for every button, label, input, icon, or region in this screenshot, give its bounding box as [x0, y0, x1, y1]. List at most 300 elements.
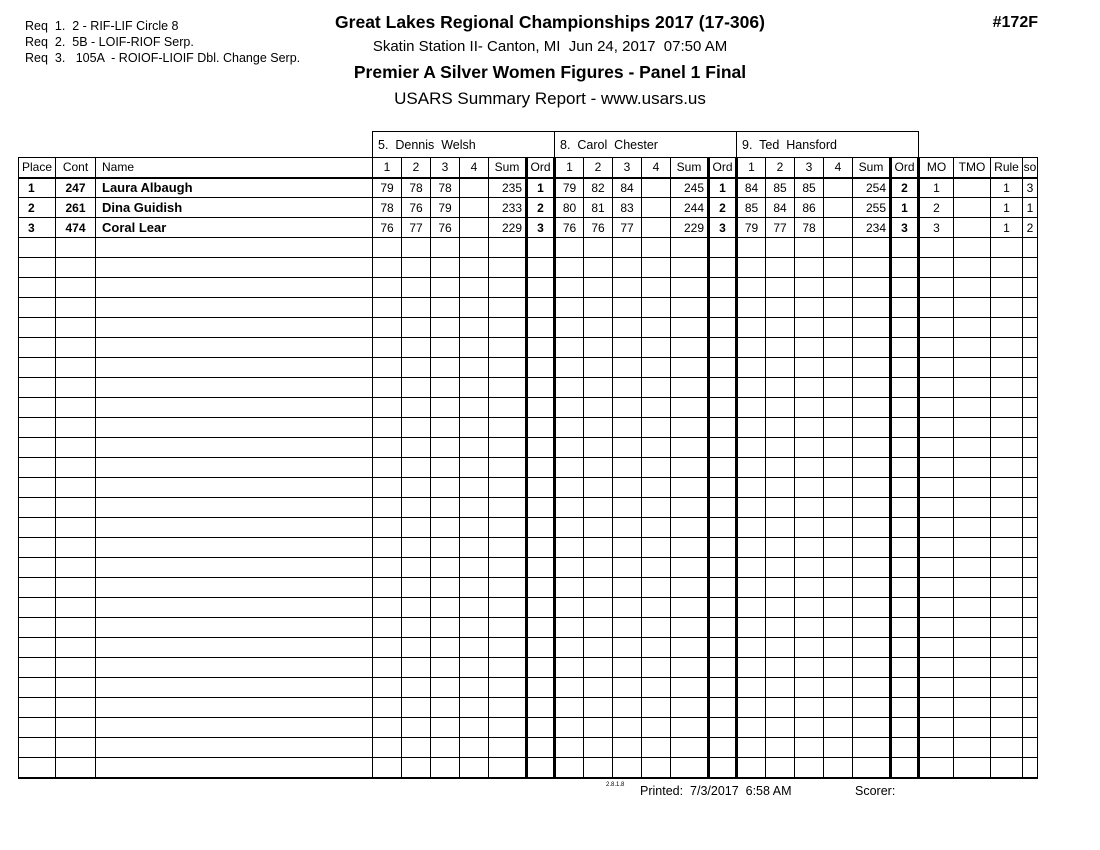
judge3-score-cell	[766, 618, 795, 638]
rule-cell	[991, 418, 1023, 438]
judge3-ord-cell	[891, 278, 919, 298]
name-cell	[96, 338, 373, 358]
rule-cell	[991, 338, 1023, 358]
judge1-score-cell	[460, 518, 489, 538]
judge2-score-cell	[642, 318, 671, 338]
judge2-score-cell	[642, 658, 671, 678]
mo-cell	[919, 618, 954, 638]
judge1-score-cell	[460, 258, 489, 278]
judge1-sum-cell	[489, 438, 527, 458]
judge3-score-cell: 86	[795, 198, 824, 218]
mo-cell	[919, 538, 954, 558]
so-cell	[1023, 458, 1038, 478]
judge3-score-cell	[766, 338, 795, 358]
tmo-cell	[954, 658, 991, 678]
name-cell: Coral Lear	[96, 218, 373, 238]
rule-cell	[991, 758, 1023, 778]
judge3-sum-cell	[853, 258, 891, 278]
judge2-ord-cell	[709, 538, 737, 558]
judge2-score-cell	[584, 458, 613, 478]
place-column-header: Place	[19, 158, 56, 178]
judge2-score-cell: 83	[613, 198, 642, 218]
judge1-score-cell	[431, 358, 460, 378]
judge2-score-cell	[613, 438, 642, 458]
judge3-score-cell	[766, 638, 795, 658]
judge2-score-cell	[613, 278, 642, 298]
judge2-score-cell	[555, 618, 584, 638]
judge1-score-cell	[460, 738, 489, 758]
judge1-ord-cell	[527, 238, 555, 258]
championship-title: Great Lakes Regional Championships 2017 (17-306)	[335, 12, 765, 32]
judge3-subcolumn-header-sum: Sum	[853, 158, 891, 178]
judge2-sum-cell	[671, 718, 709, 738]
judge2-sum-cell: 245	[671, 178, 709, 198]
judge3-score-cell: 85	[795, 178, 824, 198]
judge2-score-cell	[642, 298, 671, 318]
judge1-score-cell	[460, 438, 489, 458]
judge3-score-cell	[766, 658, 795, 678]
place-cell	[19, 698, 56, 718]
name-cell	[96, 498, 373, 518]
judge1-score-cell	[402, 298, 431, 318]
judge3-sum-cell	[853, 478, 891, 498]
judge3-score-cell	[766, 738, 795, 758]
tmo-cell	[954, 638, 991, 658]
judge2-score-cell	[584, 378, 613, 398]
judge1-ord-cell	[527, 338, 555, 358]
cont-cell	[56, 718, 96, 738]
judge3-score-cell	[766, 698, 795, 718]
mo-cell	[919, 558, 954, 578]
judge2-score-cell	[555, 638, 584, 658]
so-cell	[1023, 718, 1038, 738]
name-cell	[96, 598, 373, 618]
judge3-score-cell: 77	[766, 218, 795, 238]
judge1-score-cell	[431, 438, 460, 458]
judge2-score-cell	[613, 258, 642, 278]
so-cell	[1023, 418, 1038, 438]
judge2-ord-cell	[709, 318, 737, 338]
name-cell	[96, 518, 373, 538]
tmo-cell	[954, 318, 991, 338]
judge3-score-cell	[766, 598, 795, 618]
judge1-score-cell	[460, 318, 489, 338]
judge1-ord-cell	[527, 398, 555, 418]
judge2-score-cell	[584, 558, 613, 578]
judge1-score-cell	[373, 538, 402, 558]
judge3-score-cell	[824, 298, 853, 318]
judge2-score-cell	[584, 758, 613, 778]
judge1-ord-cell	[527, 318, 555, 338]
judge-header-1: 5. Dennis Welsh	[373, 132, 555, 158]
name-cell	[96, 538, 373, 558]
judge3-score-cell	[795, 478, 824, 498]
name-cell	[96, 678, 373, 698]
judge3-score-cell	[795, 698, 824, 718]
judge1-score-cell	[373, 298, 402, 318]
rule-cell	[991, 458, 1023, 478]
judge3-ord-cell	[891, 698, 919, 718]
tmo-cell	[954, 498, 991, 518]
judge3-score-cell	[737, 658, 766, 678]
judge3-sum-cell	[853, 518, 891, 538]
judge1-sum-cell	[489, 418, 527, 438]
judge2-score-cell	[642, 558, 671, 578]
judge2-score-cell	[555, 538, 584, 558]
judge2-score-cell	[642, 738, 671, 758]
judge1-score-cell	[431, 258, 460, 278]
judge2-ord-cell	[709, 678, 737, 698]
mo-cell	[919, 578, 954, 598]
judge2-ord-cell	[709, 518, 737, 538]
tmo-cell	[954, 218, 991, 238]
judge1-score-cell	[402, 618, 431, 638]
judge2-ord-cell	[709, 398, 737, 418]
judge1-score-cell	[460, 278, 489, 298]
judge3-score-cell	[766, 438, 795, 458]
tmo-cell	[954, 398, 991, 418]
judge1-score-cell	[460, 218, 489, 238]
judge1-score-cell	[431, 758, 460, 778]
judge1-score-cell	[402, 278, 431, 298]
judge3-score-cell	[737, 718, 766, 738]
place-cell	[19, 318, 56, 338]
judge2-score-cell	[642, 238, 671, 258]
rule-cell	[991, 498, 1023, 518]
judge2-sum-cell	[671, 458, 709, 478]
judge1-subcolumn-header-2: 2	[402, 158, 431, 178]
judge1-ord-cell	[527, 718, 555, 738]
judge1-score-cell	[431, 538, 460, 558]
judge2-score-cell: 81	[584, 198, 613, 218]
judge2-score-cell	[613, 418, 642, 438]
judge2-score-cell	[555, 658, 584, 678]
judge3-score-cell	[737, 398, 766, 418]
judge2-score-cell	[613, 318, 642, 338]
rule-cell	[991, 718, 1023, 738]
cont-cell	[56, 278, 96, 298]
judge1-score-cell: 78	[431, 178, 460, 198]
judge2-score-cell	[584, 698, 613, 718]
mo-cell: 3	[919, 218, 954, 238]
judge2-score-cell	[642, 578, 671, 598]
name-cell	[96, 398, 373, 418]
judge3-score-cell	[737, 558, 766, 578]
judge1-sum-cell	[489, 738, 527, 758]
judge1-score-cell	[431, 718, 460, 738]
cont-cell	[56, 398, 96, 418]
mo-cell	[919, 318, 954, 338]
cont-cell	[56, 538, 96, 558]
judge2-score-cell	[584, 258, 613, 278]
rule-cell	[991, 578, 1023, 598]
judge2-ord-cell	[709, 478, 737, 498]
judge2-sum-cell	[671, 438, 709, 458]
judge1-score-cell: 78	[373, 198, 402, 218]
judge2-ord-cell	[709, 438, 737, 458]
judge3-ord-cell	[891, 458, 919, 478]
judge2-score-cell	[555, 298, 584, 318]
cont-cell	[56, 618, 96, 638]
report-type-line: USARS Summary Report - www.usars.us	[394, 89, 706, 108]
judge3-score-cell	[824, 258, 853, 278]
so-cell	[1023, 738, 1038, 758]
tmo-cell	[954, 458, 991, 478]
judge1-score-cell	[373, 378, 402, 398]
judge3-score-cell	[766, 578, 795, 598]
so-cell	[1023, 518, 1038, 538]
judge2-score-cell	[555, 498, 584, 518]
judge3-ord-cell: 3	[891, 218, 919, 238]
cont-cell: 474	[56, 218, 96, 238]
rule-cell	[991, 478, 1023, 498]
mo-cell	[919, 638, 954, 658]
judge2-ord-cell	[709, 418, 737, 438]
so-cell: 2	[1023, 218, 1038, 238]
judge3-sum-cell	[853, 578, 891, 598]
event-title: Premier A Silver Women Figures - Panel 1 Final	[353, 62, 747, 82]
venue-date-line: Skatin Station II- Canton, MI Jun 24, 2017 07:50 AM	[372, 38, 728, 55]
judge1-sum-cell	[489, 598, 527, 618]
judge2-sum-cell	[671, 698, 709, 718]
judge1-score-cell	[402, 458, 431, 478]
empty-table-row	[19, 318, 1038, 338]
so-cell	[1023, 638, 1038, 658]
judge3-sum-cell	[853, 498, 891, 518]
judge2-score-cell	[584, 518, 613, 538]
tmo-cell	[954, 178, 991, 198]
judge3-score-cell	[795, 238, 824, 258]
judge1-score-cell	[431, 458, 460, 478]
judge3-ord-cell	[891, 738, 919, 758]
judge2-score-cell	[642, 278, 671, 298]
judge1-ord-cell	[527, 518, 555, 538]
judge2-score-cell	[642, 338, 671, 358]
rule-cell	[991, 538, 1023, 558]
judge3-score-cell	[795, 558, 824, 578]
judge1-score-cell	[431, 618, 460, 638]
judge3-score-cell	[766, 298, 795, 318]
judge2-score-cell	[642, 618, 671, 638]
so-cell	[1023, 258, 1038, 278]
mo-cell	[919, 718, 954, 738]
judge2-score-cell	[613, 598, 642, 618]
place-cell	[19, 438, 56, 458]
mo-cell	[919, 498, 954, 518]
judge2-ord-cell	[709, 458, 737, 478]
tmo-cell	[954, 578, 991, 598]
so-cell	[1023, 398, 1038, 418]
tmo-cell	[954, 478, 991, 498]
empty-table-row	[19, 358, 1038, 378]
tmo-cell	[954, 418, 991, 438]
judge3-ord-cell	[891, 358, 919, 378]
judge3-sum-cell	[853, 618, 891, 638]
so-cell: 1	[1023, 198, 1038, 218]
mo-cell	[919, 398, 954, 418]
cont-cell	[56, 458, 96, 478]
judge2-ord-cell	[709, 558, 737, 578]
judge1-score-cell	[460, 238, 489, 258]
name-cell	[96, 578, 373, 598]
judge3-score-cell	[737, 418, 766, 438]
empty-table-row	[19, 738, 1038, 758]
judge2-score-cell	[613, 378, 642, 398]
judge1-subcolumn-header-3: 3	[431, 158, 460, 178]
judge2-score-cell: 76	[584, 218, 613, 238]
judge3-score-cell	[737, 538, 766, 558]
judge3-ord-cell	[891, 518, 919, 538]
requirement-line-2: Req 2. 5B - LOIF-RIOF Serp.	[25, 35, 194, 49]
so-cell	[1023, 378, 1038, 398]
judge2-sum-cell	[671, 578, 709, 598]
judge1-score-cell	[373, 438, 402, 458]
judge1-score-cell	[460, 298, 489, 318]
judge2-sum-cell	[671, 598, 709, 618]
judge2-score-cell	[555, 378, 584, 398]
judge2-ord-cell	[709, 758, 737, 778]
judge3-score-cell	[766, 678, 795, 698]
mo-cell	[919, 598, 954, 618]
judge3-sum-cell: 254	[853, 178, 891, 198]
mo-cell	[919, 658, 954, 678]
judge2-score-cell	[642, 518, 671, 538]
judge1-sum-cell	[489, 358, 527, 378]
rule-cell	[991, 278, 1023, 298]
rule-cell: 1	[991, 178, 1023, 198]
place-cell	[19, 738, 56, 758]
rule-cell: 1	[991, 218, 1023, 238]
judge2-sum-cell	[671, 738, 709, 758]
judge3-score-cell: 85	[737, 198, 766, 218]
judge2-ord-cell	[709, 378, 737, 398]
name-column-header: Name	[96, 158, 373, 178]
judge2-subcolumn-header-ord: Ord	[709, 158, 737, 178]
judge2-ord-cell	[709, 698, 737, 718]
judge1-ord-cell	[527, 698, 555, 718]
mo-cell	[919, 278, 954, 298]
empty-table-row	[19, 718, 1038, 738]
scorer-label: Scorer:	[855, 784, 896, 798]
judge1-score-cell	[402, 538, 431, 558]
judge1-score-cell	[460, 538, 489, 558]
cont-cell	[56, 358, 96, 378]
judge2-score-cell	[555, 718, 584, 738]
judge3-score-cell	[766, 758, 795, 778]
judge2-score-cell	[642, 378, 671, 398]
judge-header-2: 8. Carol Chester	[555, 132, 737, 158]
judge1-ord-cell: 1	[527, 178, 555, 198]
rule-cell	[991, 358, 1023, 378]
judge3-ord-cell	[891, 598, 919, 618]
judge2-score-cell	[642, 478, 671, 498]
judge2-score-cell	[584, 658, 613, 678]
judge2-score-cell	[613, 678, 642, 698]
judge1-score-cell	[431, 238, 460, 258]
judge3-score-cell	[795, 598, 824, 618]
judge3-score-cell	[795, 438, 824, 458]
judge2-score-cell	[613, 638, 642, 658]
judge3-score-cell	[737, 378, 766, 398]
judge3-ord-cell	[891, 718, 919, 738]
judge2-score-cell	[642, 398, 671, 418]
judge3-score-cell: 84	[766, 198, 795, 218]
judge3-score-cell	[766, 458, 795, 478]
tmo-column-header: TMO	[954, 158, 991, 178]
judge2-score-cell	[613, 538, 642, 558]
judge2-score-cell	[613, 618, 642, 638]
judge3-sum-cell	[853, 358, 891, 378]
rule-cell	[991, 618, 1023, 638]
so-cell	[1023, 758, 1038, 778]
judge3-score-cell	[824, 698, 853, 718]
judge2-ord-cell: 3	[709, 218, 737, 238]
name-cell	[96, 418, 373, 438]
judge2-sum-cell	[671, 298, 709, 318]
cont-cell	[56, 318, 96, 338]
cont-cell	[56, 578, 96, 598]
judge3-ord-cell	[891, 578, 919, 598]
name-cell	[96, 478, 373, 498]
place-cell	[19, 638, 56, 658]
judge2-score-cell: 77	[613, 218, 642, 238]
judge1-score-cell	[402, 598, 431, 618]
place-cell: 1	[19, 178, 56, 198]
judge2-score-cell	[584, 578, 613, 598]
judge2-score-cell	[642, 638, 671, 658]
judge3-score-cell	[824, 178, 853, 198]
judge3-score-cell	[766, 258, 795, 278]
cont-cell	[56, 558, 96, 578]
judge1-score-cell	[431, 598, 460, 618]
judge1-sum-cell	[489, 678, 527, 698]
rule-cell	[991, 398, 1023, 418]
judge2-sum-cell	[671, 238, 709, 258]
judge3-ord-cell	[891, 338, 919, 358]
so-cell	[1023, 358, 1038, 378]
tmo-cell	[954, 358, 991, 378]
judge3-sum-cell	[853, 298, 891, 318]
judge1-score-cell: 76	[402, 198, 431, 218]
empty-table-row	[19, 638, 1038, 658]
judge1-score-cell	[373, 718, 402, 738]
judge1-sum-cell	[489, 458, 527, 478]
cont-cell	[56, 598, 96, 618]
place-cell	[19, 678, 56, 698]
judge1-sum-cell	[489, 258, 527, 278]
judge3-ord-cell	[891, 678, 919, 698]
judge1-score-cell	[460, 198, 489, 218]
judge3-score-cell	[795, 378, 824, 398]
judge1-score-cell	[373, 358, 402, 378]
rule-column-header: Rule	[991, 158, 1023, 178]
judge2-score-cell	[584, 598, 613, 618]
judge3-sum-cell	[853, 718, 891, 738]
judge1-score-cell	[402, 338, 431, 358]
judge3-score-cell	[737, 338, 766, 358]
judge1-sum-cell	[489, 558, 527, 578]
empty-table-row	[19, 498, 1038, 518]
cont-cell	[56, 338, 96, 358]
judge1-ord-cell	[527, 458, 555, 478]
cont-cell	[56, 438, 96, 458]
judge1-score-cell	[373, 518, 402, 538]
so-cell	[1023, 538, 1038, 558]
judge2-sum-cell	[671, 618, 709, 638]
judge3-ord-cell	[891, 438, 919, 458]
judge1-ord-cell	[527, 278, 555, 298]
judge2-score-cell	[613, 698, 642, 718]
